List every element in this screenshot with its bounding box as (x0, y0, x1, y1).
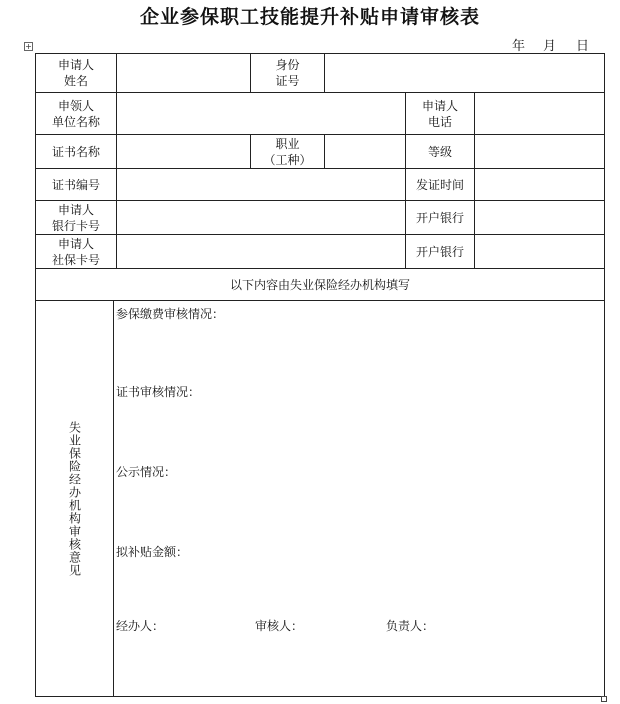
handler-label: 经办人： (116, 619, 165, 633)
cert-name-field[interactable] (116, 134, 250, 168)
id-number-field[interactable] (324, 53, 605, 92)
agency-note: 以下内容由失业保险经办机构填写 (35, 268, 605, 300)
opinion-label: 失业保险经办机构审核意见 (67, 420, 82, 577)
bank-label-2: 开户银行 (405, 234, 474, 268)
reviewer-label: 审核人： (255, 619, 304, 633)
opinion-area[interactable] (113, 300, 605, 697)
cert-review-label: 证书审核情况： (116, 385, 201, 399)
phone-field[interactable] (474, 92, 605, 134)
supervisor-label: 负责人： (386, 619, 435, 633)
grade-label: 等级 (405, 134, 474, 168)
date-year-label: 年 (512, 39, 526, 54)
applicant-name-field[interactable] (116, 53, 250, 92)
social-card-label: 申请人 社保卡号 (35, 234, 116, 268)
applicant-name-label: 申请人 姓名 (35, 53, 116, 92)
date-day-label: 日 (576, 39, 590, 54)
date-month-label: 月 (543, 39, 557, 54)
id-number-label: 身份 证号 (250, 53, 324, 92)
occupation-label: 职业 （工种） (250, 134, 324, 168)
issue-date-field[interactable] (474, 168, 605, 200)
cert-name-label: 证书名称 (35, 134, 116, 168)
bank-label-1: 开户银行 (405, 200, 474, 234)
bank-field-1[interactable] (474, 200, 605, 234)
insurance-review-label: 参保缴费审核情况： (116, 307, 225, 321)
opinion-label-cell (35, 300, 113, 697)
publicity-label: 公示情况： (116, 465, 177, 479)
occupation-field[interactable] (324, 134, 405, 168)
bank-card-label: 申请人 银行卡号 (35, 200, 116, 234)
employer-label: 申领人 单位名称 (35, 92, 116, 134)
table-move-handle-icon[interactable]: + (25, 42, 32, 51)
cert-number-field[interactable] (116, 168, 405, 200)
form-title: 企业参保职工技能提升补贴申请审核表 (139, 6, 480, 28)
grade-field[interactable] (474, 134, 605, 168)
issue-date-label: 发证时间 (405, 168, 474, 200)
social-card-field[interactable] (116, 234, 405, 268)
bank-field-2[interactable] (474, 234, 605, 268)
phone-label: 申请人 电话 (405, 92, 474, 134)
bank-card-field[interactable] (116, 200, 405, 234)
cert-number-label: 证书编号 (35, 168, 116, 200)
subsidy-amount-label: 拟补贴金额： (116, 545, 189, 559)
table-resize-handle-icon[interactable] (601, 696, 607, 702)
employer-field[interactable] (116, 92, 405, 134)
